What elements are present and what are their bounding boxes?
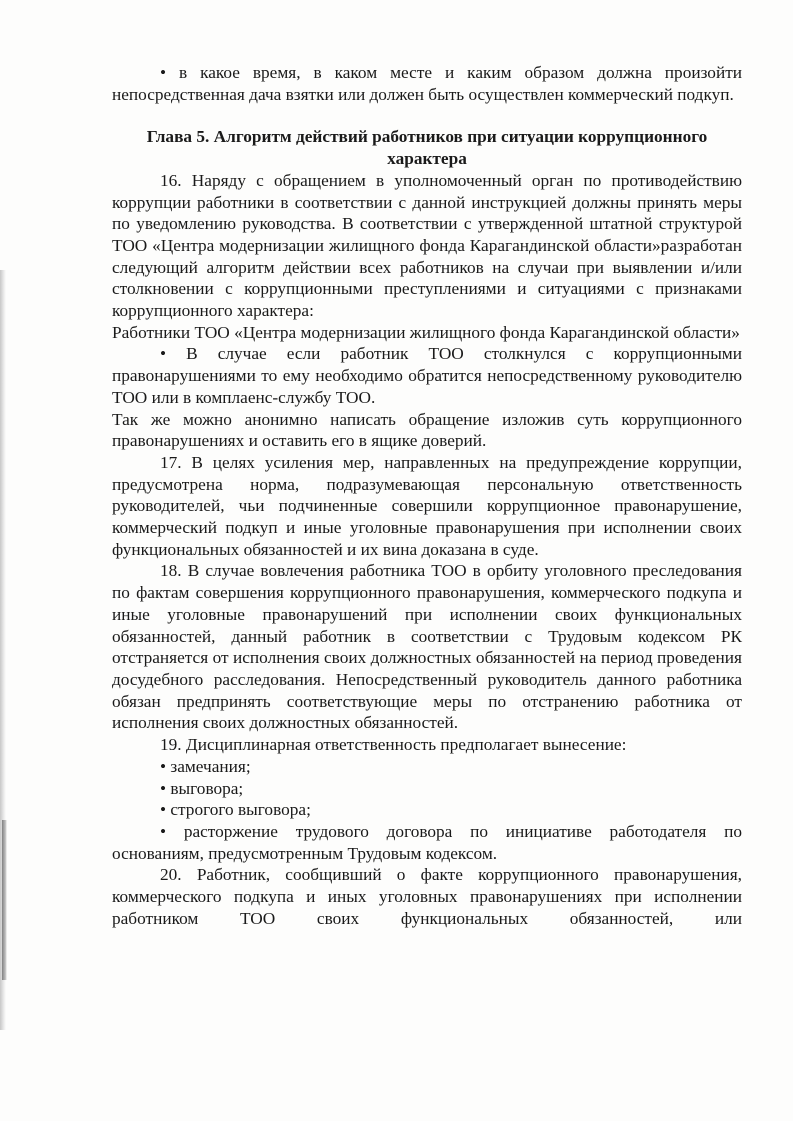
paragraph-18: 18. В случае вовлечения работника ТОО в орбиту уголовного преследования по фактам совершения коррупционного правонарушения, коммерческого подкупа и иные уголовные правонарушений при исполнении своих функциональных обязанностей, данный работник в соответствии с Трудовым кодексом РК отстраняется от исполнения своих должностных обязанностей на период проведения досудебного расследования. Непосредственный руководитель данного работника обязан предпринять соответствующие меры по отстранению работника от исполнения своих должностных обязанностей. xyxy=(112,561,742,733)
chapter-heading: Глава 5. Алгоритм действий работников при ситуации коррупционного характера xyxy=(146,127,708,169)
paragraph-16: 16. Наряду с обращением в уполномоченный орган по противодействию коррупции работники в соответствии с данной инструкцией должны принять меры по уведомлению руководства. В соответствии с утвержденной штатной структурой ТОО «Центра модернизации жилищного фонда Карагандинской области»разработан следующий алгоритм действии всех работников на случаи при выявлении и/или столкновении с коррупционными преступлениями и ситуациями с признаками коррупционного характера: xyxy=(112,170,742,321)
document-body xyxy=(112,62,742,929)
list-item-severe-reprimand: • строгого выговора; xyxy=(160,800,311,820)
list-item-reprimand: • выговора; xyxy=(160,778,244,798)
intro-bullet: • в какое время, в каком месте и каким образом должна произойти непосредственная дача взятки или должен быть осуществлен коммерческий подкуп. xyxy=(112,63,742,104)
paragraph-19: 19. Дисциплинарная ответственность предполагает вынесение: xyxy=(160,735,627,755)
workers-line: Работники ТОО «Центра модернизации жилищного фонда Карагандинской области» xyxy=(112,322,740,342)
paragraph-20: 20. Работник, сообщивший о факте коррупционного правонарушения, коммерческого подкупа и иных уголовных правонарушениях при исполнении работником ТОО своих функциональных обязанностей, или xyxy=(112,865,742,928)
paragraph-17: 17. В целях усиления мер, направленных на предупреждение коррупции, предусмотрена норма, подразумевающая персональную ответственность руководителей, чьи подчиненные совершили коррупционное правонарушение, коммерческий подкуп и иные уголовные правонарушения при исполнении своих функциональных обязанностей и их вина доказана в суде. xyxy=(112,452,742,559)
scan-shadow-edge-dark xyxy=(2,820,7,980)
list-item-remark: • замечания; xyxy=(160,756,251,776)
bullet-case: • В случае если работник ТОО столкнулся с коррупционными правонарушениями то ему необходимо обратится непосредственному руководителю ТОО или в комплаенс-службу ТОО. xyxy=(112,344,742,407)
list-item-termination: • расторжение трудового договора по инициативе работодателя по основаниям, предусмотренным Трудовым кодексом. xyxy=(112,821,742,863)
anonymous-line: Так же можно анонимно написать обращение изложив суть коррупционного правонарушениях и оставить его в ящике доверий. xyxy=(112,409,742,451)
